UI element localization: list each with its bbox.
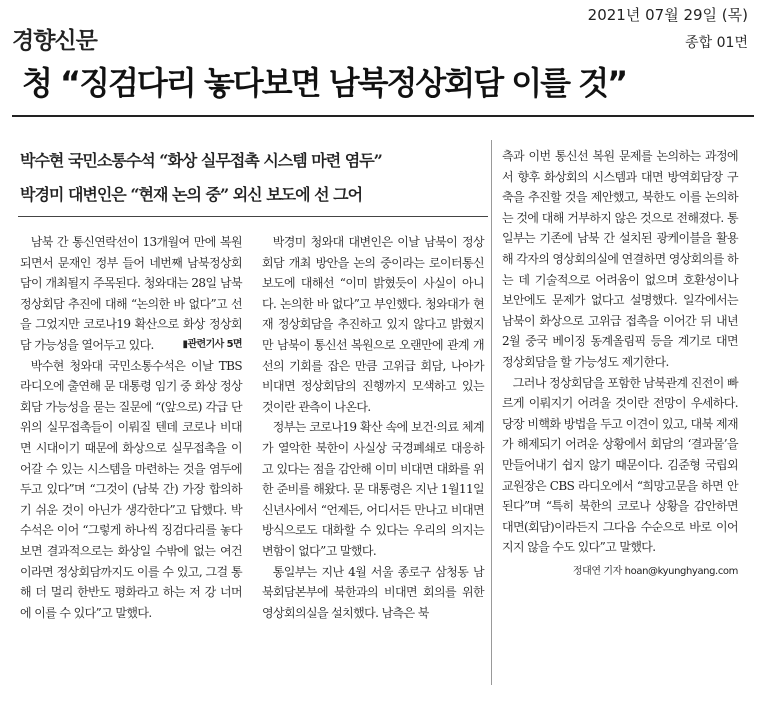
paragraph: 그러나 정상회담을 포함한 남북관계 진전이 빠르게 이뤄지기 어려울 것이란 전망이 우세하다. 당장 비핵화 방법을 두고 이견이 있고, 대북 제재가 해제되기 어려운 상황에서 회담의 ‘결과물’을 만들어내기 쉽지 않기 때문이다. 김준형 국립외교원장은 CBS 라디오에서 “희망고문을 하면 안 된다”며 “특히 북한의 코로나 상황을 감안하면 대면(회담)이라든지 그다음 수순으로 바로 이어지지 않을 수도 있다”고 말했다. — [502, 375, 738, 555]
subheadline-1: 박수현 국민소통수석 “화상 실무접촉 시스템 마련 염두” — [20, 151, 382, 170]
paragraph: 박수현 청와대 국민소통수석은 이날 TBS 라디오에 출연해 문 대통령 임기 중 화상 정상회담 가능성을 묻는 질문에 “(앞으로) 각급 단위의 실무접촉들이 이뤄질 텐데 코로나 비대면 시대이기 때문에 화상으로 실무접촉을 이어갈 수 있는 시스템을 마련하는 것을 염두에 두고 있다”며 “그것이 (남북 간) 가장 합의하기 쉬운 것이 아닌가 생각한다”고 답했다. 박 수석은 이어 “그렇게 하나씩 징검다리를 놓다 보면 결과적으로는 화상일 수밖에 없는 여건이라면 정상회담까지도 이를 수 있고, 그걸 통해 더 멀리 한반도 평화라고 하는 저 강 너머에 이를 수 있다”고 말했다. — [20, 358, 242, 620]
paragraph: 정부는 코로나19 확산 속에 보건·의료 체계가 열악한 북한이 사실상 국경폐쇄로 대응하고 있다는 점을 감안해 이미 비대면 대화를 위한 준비를 해왔다. 문 대통령은 지난 1월11일 신년사에서 “언제든, 어디서든 만나고 비대면 방식으로도 대화할 수 있다는 우리의 의지는 변함이 없다”고 말했다. — [262, 420, 484, 558]
article-headline: 청 “징검다리 놓다보면 남북정상회담 이를 것” — [22, 64, 627, 102]
paragraph: 통일부는 지난 4월 서울 종로구 삼청동 남북회담본부에 북한과의 비대면 회의를 위한 영상회의실을 설치했다. 남측은 북 — [262, 564, 484, 620]
author-byline: 정대연 기자 hoan@kyunghyang.com — [572, 565, 738, 577]
article-column-1 — [20, 232, 242, 623]
subheadline-2: 박경미 대변인은 “현재 논의 중” 외신 보도에 선 그어 — [20, 185, 363, 204]
paragraph: 남북 간 통신연락선이 13개월여 만에 복원되면서 문재인 정부 들어 네번째 남북정상회담이 개최될지 주목된다. 청와대는 28일 남북정상회담 추진에 대해 “논의한 바 없다”고 선을 그었지만 코로나19 확산으로 화상 정상회담 가능성을 열어두고 있다. — [20, 235, 242, 352]
subheadline-divider — [18, 216, 488, 217]
paragraph: 박경미 청와대 대변인은 이날 남북이 정상회담 개최 방안을 논의 중이라는 로이터통신 보도에 대해선 “이미 밝혔듯이 사실이 아니다. 논의한 바 없다”고 부인했다. 청와대가 현재 정상회담을 추진하고 있지 않다고 밝혔지만 남북이 통신선 복원으로 오랜만에 관계 개선의 기회를 잡은 만큼 고위급 회담, 나아가 비대면 정상회담의 진행까지 모색하고 있는 것이란 관측이 나온다. — [262, 235, 484, 414]
article-column-2 — [262, 232, 484, 623]
section-page: 종합 01면 — [685, 35, 748, 51]
column-divider — [491, 140, 492, 685]
headline-divider — [12, 115, 754, 117]
publication-date: 2021년 07월 29일 (목) — [587, 6, 748, 24]
paragraph: 측과 이번 통신선 복원 문제를 논의하는 과정에서 향후 화상회의 시스템과 대면 방역회담장 구축을 추진할 것을 제안했고, 북한도 이를 논의하는 것에 대해 거부하지 않은 것으로 전해졌다. 통일부는 기존에 남북 간 설치된 광케이블을 활용해 각자의 영상회의실에 연결하면 영상회의를 하는 데 기술적으로 어려움이 없으며 호환성이나 보안에도 문제가 없다고 설명했다. 일각에서는 남북이 화상으로 고위급 접촉을 이어간 뒤 내년 2월 중국 베이징 동계올림픽 등을 계기로 대면 정상회담을 할 가능성도 제기한다. — [502, 149, 738, 369]
newspaper-masthead: 경향신문 — [12, 28, 97, 54]
article-column-3 — [502, 146, 738, 582]
related-article-reference: ▮관련기사 5면 — [182, 338, 242, 350]
